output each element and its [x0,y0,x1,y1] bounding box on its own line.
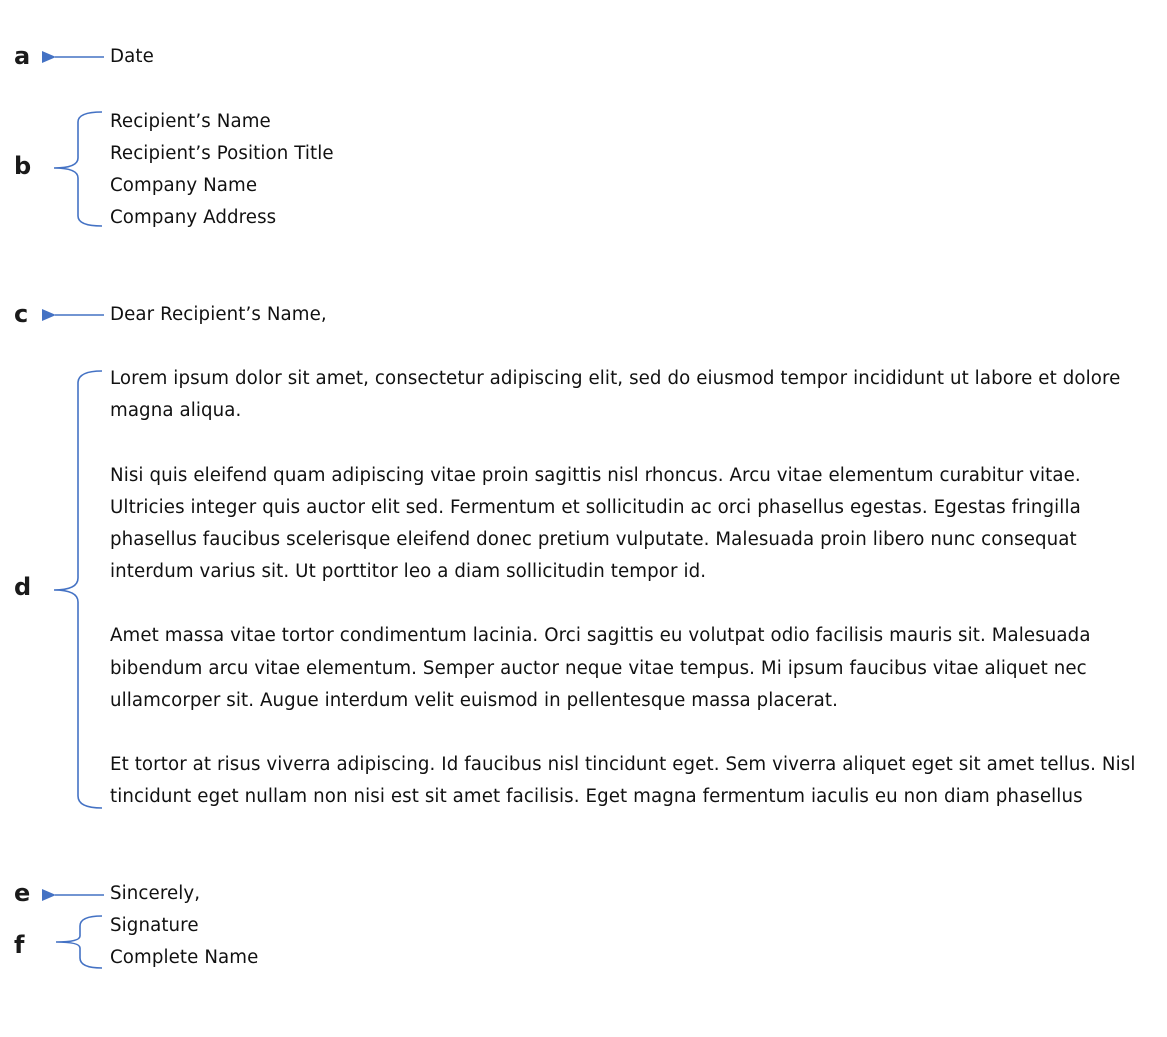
signature-line: Signature [110,915,199,936]
date-line: Date [110,46,154,67]
body-p2-line-4: interdum varius sit. Ut porttitor leo a diam sollicitudin tempor id. [110,561,707,582]
body-p3-line-3: ullamcorper sit. Augue interdum velit euismod in pellentesque massa placerat. [110,690,839,711]
body-p2-line-1: Nisi quis eleifend quam adipiscing vitae proin sagittis nisl rhoncus. Arcu vitae elementum curabitur vitae. [110,465,1081,486]
brace-b [54,112,102,226]
body-p4-line-1: Et tortor at risus viverra adipiscing. Id faucibus nisl tincidunt eget. Sem viverra aliquet eget sit amet tellus. Nisl [110,754,1136,775]
body-p3-line-2: bibendum arcu vitae elementum. Semper auctor neque vitae tempus. Mi ipsum faucibus vitae aliquet nec [110,658,1087,679]
company-name-line: Company Name [110,175,258,196]
salutation-line: Dear Recipient’s Name, [110,304,327,325]
body-p4-line-2: tincidunt eget nullam non nisi est sit amet facilisis. Eget magna fermentum iaculis eu non diam phasellus [110,786,1083,807]
label-d: d [14,573,32,601]
label-f: f [14,931,25,959]
company-address-line: Company Address [110,207,277,228]
label-b: b [14,152,32,180]
brace-d [54,371,102,808]
body-p2-line-3: phasellus faucibus scelerisque eleifend donec pretium vulputate. Malesuada proin libero nunc consequat [110,529,1077,550]
body-p1-line-2: magna aliqua. [110,400,242,421]
closing-line: Sincerely, [110,883,201,904]
brace-f [56,916,102,968]
label-e: e [14,879,31,907]
label-c: c [14,300,29,328]
complete-name-line: Complete Name [110,947,259,968]
recipient-name-line: Recipient’s Name [110,111,271,132]
body-p1-line-1: Lorem ipsum dolor sit amet, consectetur adipiscing elit, sed do eiusmod tempor incididunt ut labore et dolore [110,368,1121,389]
body-p2-line-2: Ultricies integer quis auctor elit sed. Fermentum et sollicitudin ac orci phasellus egestas. Egestas fringilla [110,497,1081,518]
body-p3-line-1: Amet massa vitae tortor condimentum lacinia. Orci sagittis eu volutpat odio facilisis mauris sit. Malesuada [110,625,1091,646]
label-a: a [14,42,31,70]
position-title-line: Recipient’s Position Title [110,143,334,164]
